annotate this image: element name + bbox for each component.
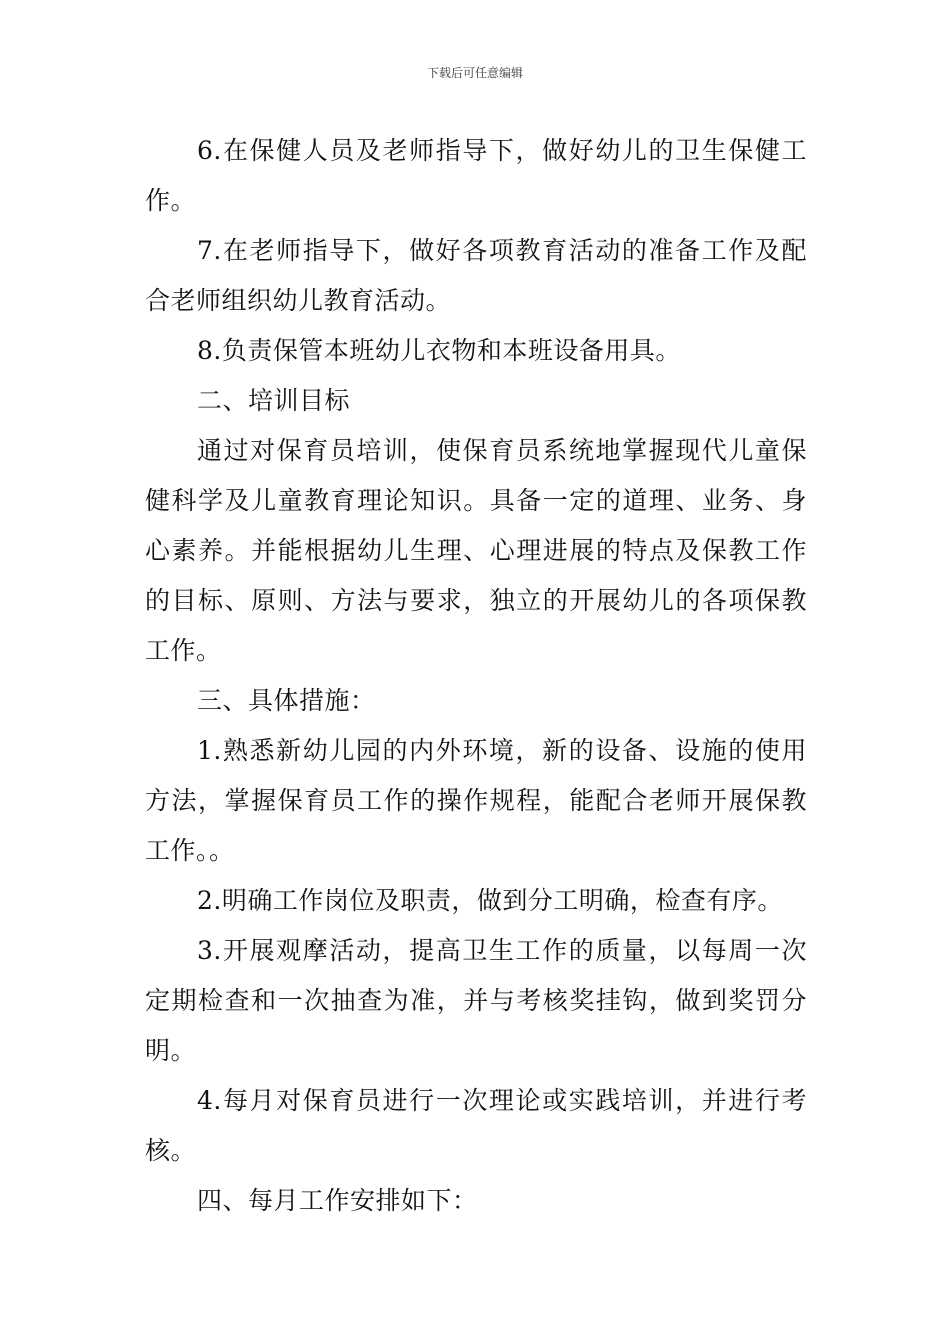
paragraph-measure-1: 1.熟悉新幼儿园的内外环境，新的设备、设施的使用方法，掌握保育员工作的操作规程，能配合老师开展保教工作。。: [145, 736, 807, 865]
paragraph-training-goals: 通过对保育员培训，使保育员系统地掌握现代儿童保健科学及儿童教育理论知识。具备一定的道理、业务、身心素养。并能根据幼儿生理、心理进展的特点及保教工作的目标、原则、方法与要求，独立的开展幼儿的各项保教工作。: [145, 436, 807, 665]
document-body: [145, 126, 807, 1226]
paragraph-measure-3: 3.开展观摩活动，提高卫生工作的质量，以每周一次定期检查和一次抽查为准，并与考核奖挂钩，做到奖罚分明。: [145, 936, 807, 1065]
section-heading-measures: 三、具体措施：: [197, 686, 376, 715]
paragraph-item-7: 7.在老师指导下，做好各项教育活动的准备工作及配合老师组织幼儿教育活动。: [145, 236, 807, 315]
page-header: 下载后可任意编辑: [426, 66, 523, 80]
paragraph-measure-4: 4.每月对保育员进行一次理论或实践培训，并进行考核。: [145, 1086, 807, 1165]
paragraph-item-8: 8.负责保管本班幼儿衣物和本班设备用具。: [197, 336, 681, 365]
paragraph-measure-2: 2.明确工作岗位及职责，做到分工明确，检查有序。: [197, 886, 783, 915]
section-heading-monthly-plan: 四、每月工作安排如下：: [197, 1186, 478, 1215]
section-heading-training-goals: 二、培训目标: [197, 386, 351, 415]
paragraph-item-6: 6.在保健人员及老师指导下，做好幼儿的卫生保健工作。: [145, 136, 807, 215]
